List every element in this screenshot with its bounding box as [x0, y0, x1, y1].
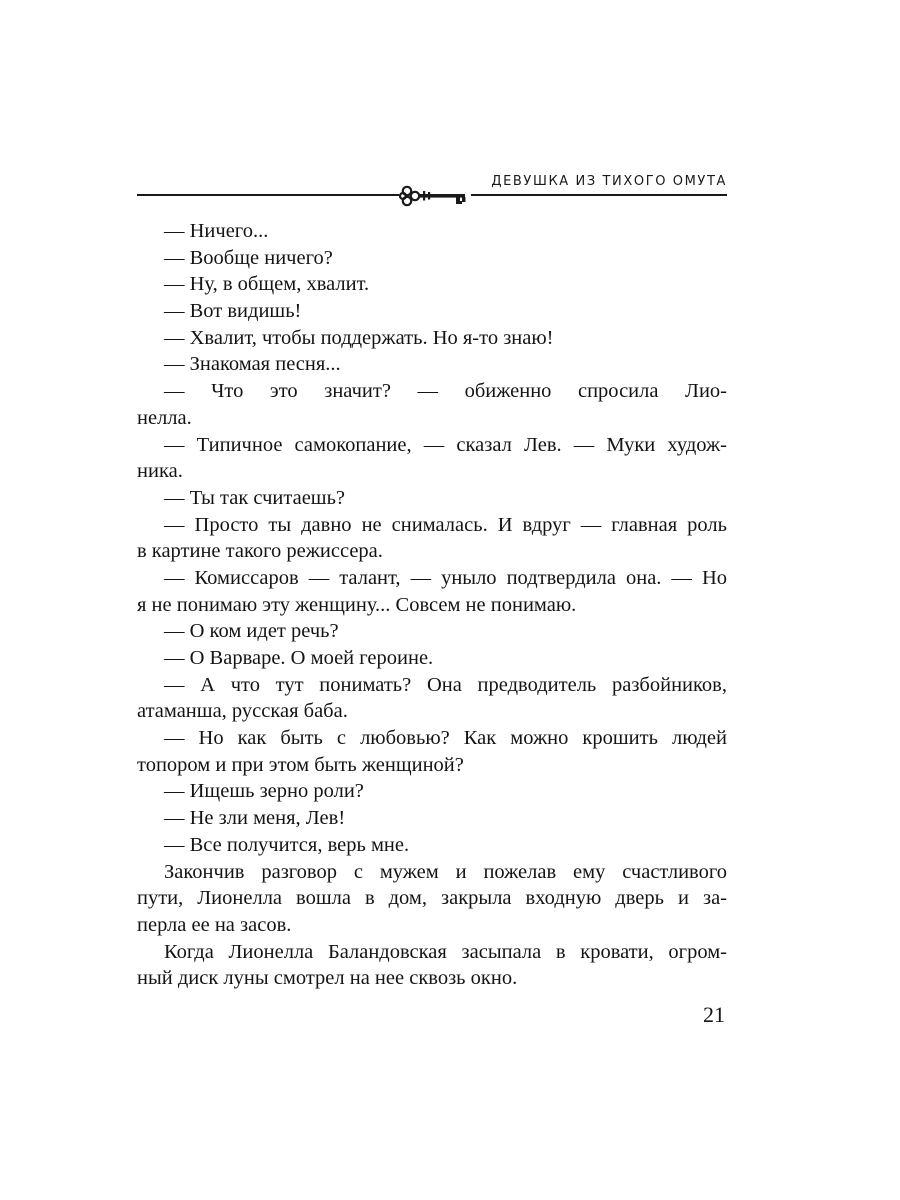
text-line: топором и при этом быть женщиной?: [137, 753, 464, 776]
text-line: — Но как быть с любовью? Как можно крошить людей: [164, 727, 727, 750]
text-line: — Что это значит? — обиженно спросила Лио-: [164, 380, 727, 403]
text-line: нелла.: [137, 406, 192, 429]
text-line: Когда Лионелла Баландовская засыпала в кровати, огром-: [164, 940, 727, 963]
text-line: — Ты так считаешь?: [164, 486, 346, 509]
text-line: — Просто ты давно не снималась. И вдруг — главная роль: [164, 513, 727, 536]
text-line: — Знакомая песня...: [164, 353, 341, 376]
text-line: ника.: [137, 460, 183, 483]
page-number: 21: [703, 1002, 725, 1027]
text-line: — Вообще ничего?: [164, 246, 333, 269]
text-line: — Хвалит, чтобы поддержать. Но я-то знаю!: [164, 326, 554, 349]
text-line: — А что тут понимать? Она предводитель разбойников,: [164, 673, 727, 696]
text-line: Закончив разговор с мужем и пожелав ему счастливого: [164, 860, 727, 883]
text-line: перла ее на засов.: [137, 913, 292, 936]
text-line: — Вот видишь!: [164, 300, 302, 323]
text-line: — Ну, в общем, хвалит.: [164, 273, 370, 296]
body-text: [137, 218, 727, 992]
running-title: ДЕВУШКА ИЗ ТИХОГО ОМУТА: [491, 174, 727, 189]
text-line: — Все получится, верь мне.: [164, 833, 410, 856]
text-line: — О ком идет речь?: [164, 620, 339, 643]
text-line: — Типичное самокопание, — сказал Лев. — Муки худож-: [164, 433, 727, 456]
text-line: я не понимаю эту женщину... Совсем не понимаю.: [137, 593, 577, 616]
text-line: — О Варваре. О моей героине.: [164, 647, 434, 669]
text-line: пути, Лионелла вошла в дом, закрыла входную дверь и за-: [137, 887, 727, 910]
text-line: — Ищешь зерно роли?: [164, 780, 364, 803]
text-line: в картине такого режиссера.: [137, 540, 383, 563]
text-line: — Комиссаров — талант, — уныло подтвердила она. — Но: [164, 566, 727, 589]
text-line: атаманша, русская баба.: [137, 700, 348, 723]
text-line: — Не зли меня, Лев!: [164, 807, 346, 830]
key-icon: [399, 183, 471, 209]
text-line: — Ничего...: [164, 220, 269, 242]
text-line: ный диск луны смотрел на нее сквозь окно.: [137, 967, 518, 990]
